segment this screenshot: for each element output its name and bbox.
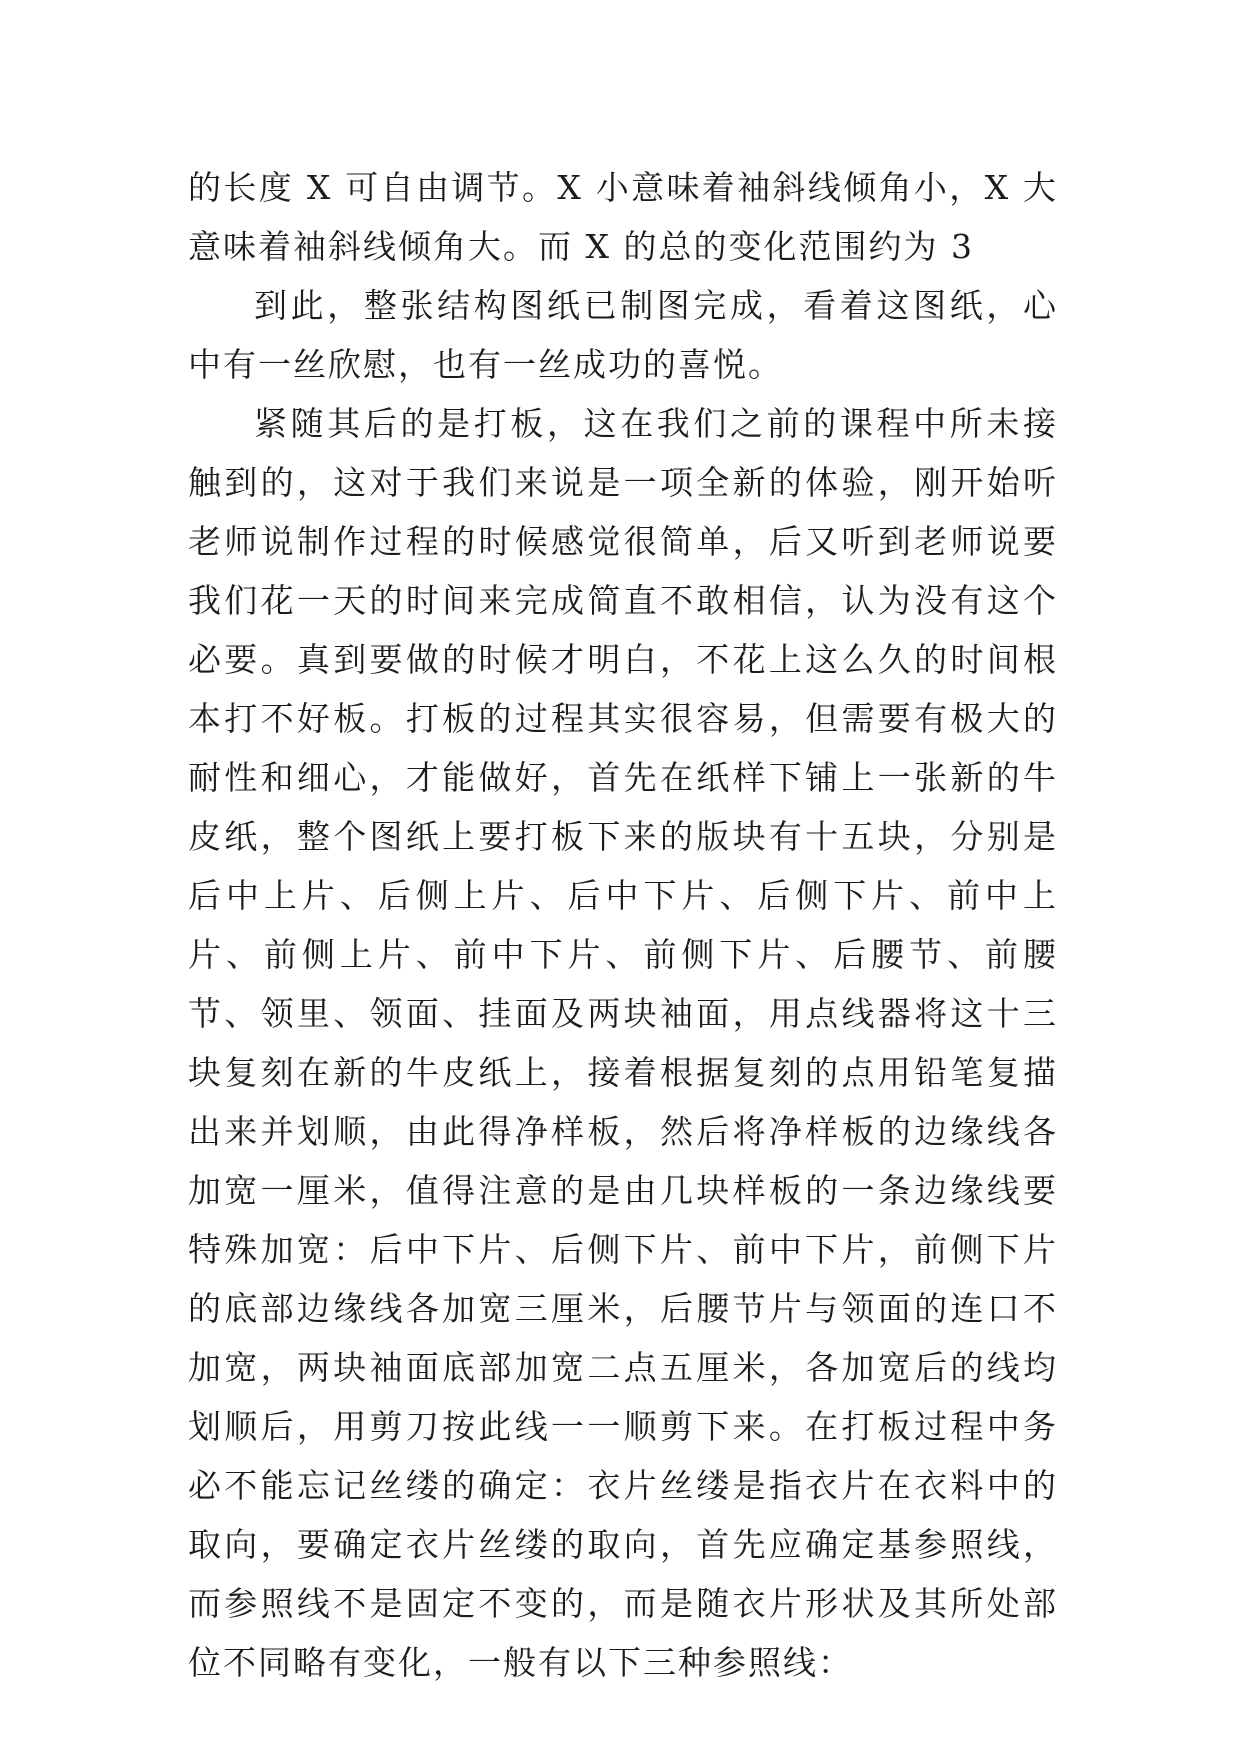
paragraph-3: 紧随其后的是打板，这在我们之前的课程中所未接触到的，这对于我们来说是一项全新的体验，刚开始听老师说制作过程的时候感觉很简单，后又听到老师说要我们花一天的时间来完成简直不敢相信，认为没有这个必要。真到要做的时候才明白，不花上这么久的时间根本打不好板。打板的过程其实很容易，但需要有极大的耐性和细心，才能做好，首先在纸样下铺上一张新的牛皮纸，整个图纸上要打板下来的版块有十五块，分别是后中上片、后侧上片、后中下片、后侧下片、前中上片、前侧上片、前中下片、前侧下片、后腰节、前腰节、领里、领面、挂面及两块袖面，用点线器将这十三块复刻在新的牛皮纸上，接着根据复刻的点用铅笔复描出来并划顺，由此得净样板，然后将净样板的边缘线各加宽一厘米，值得注意的是由几块样板的一条边缘线要特殊加宽：后中下片、后侧下片、前中下片，前侧下片的底部边缘线各加宽三厘米，后腰节片与领面的连口不加宽，两块袖面底部加宽二点五厘米，各加宽后的线均划顺后，用剪刀按此线一一顺剪下来。在打板过程中务必不能忘记丝缕的确定：衣片丝缕是指衣片在衣料中的取向，要确定衣片丝缕的取向，首先应确定基参照线，而参照线不是固定不变的，而是随衣片形状及其所处部位不同略有变化，一般有以下三种参照线：	[188, 404, 1058, 1682]
paragraph-1: 的长度 X 可自由调节。X 小意味着袖斜线倾角小，X 大意味着袖斜线倾角大。而 X 的总的变化范围约为 3	[188, 168, 1058, 266]
body-text	[188, 158, 1058, 1692]
paragraph-2: 到此，整张结构图纸已制图完成，看着这图纸，心中有一丝欣慰，也有一丝成功的喜悦。	[188, 286, 1058, 384]
